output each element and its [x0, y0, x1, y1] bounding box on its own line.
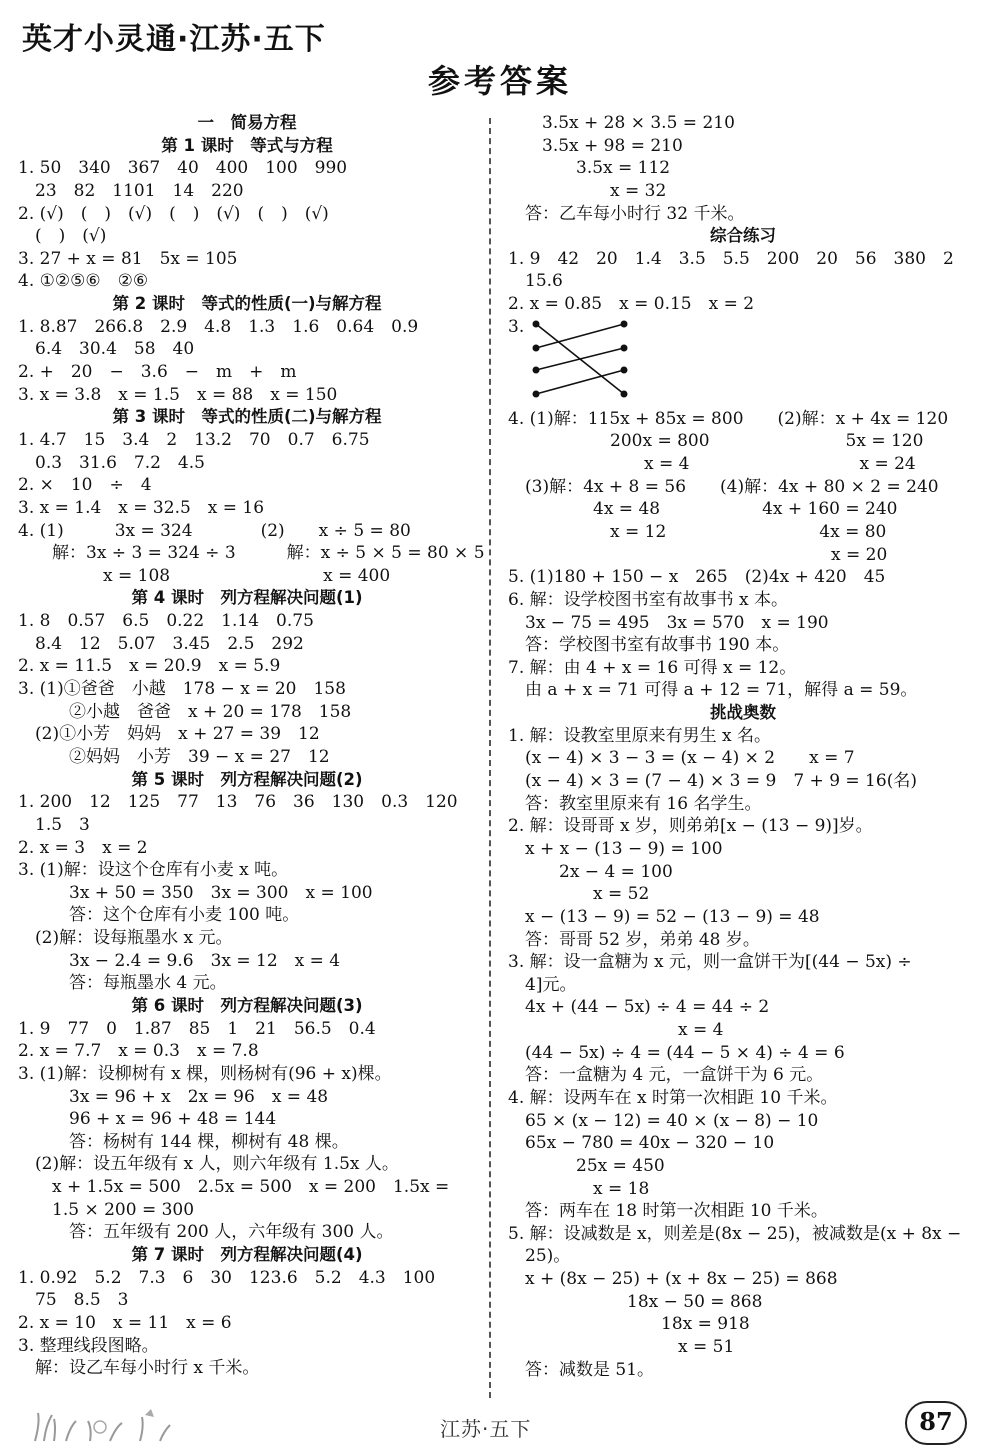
answer-line	[508, 293, 978, 316]
answer-line	[508, 544, 978, 567]
answer-line	[508, 861, 978, 884]
answer-line	[18, 859, 476, 882]
section-heading	[18, 1244, 476, 1267]
answer-line	[508, 838, 978, 861]
answer-line	[508, 430, 978, 453]
answer-line	[18, 1108, 476, 1131]
answer-text: 1. 4.7 15 3.4 2 13.2 70 0.7 6.75	[18, 429, 370, 450]
answer-line	[18, 972, 476, 995]
section-heading	[18, 769, 476, 792]
answer-text: 3x − 2.4 = 9.6 3x = 12 x = 4	[18, 950, 341, 971]
answer-line	[18, 882, 476, 905]
matching-dot	[621, 344, 628, 351]
answer-line	[18, 542, 485, 565]
answer-text: x = 12 4x = 80	[508, 521, 887, 542]
answer-text: 75 8.5 3	[18, 1290, 129, 1311]
page-footer	[0, 1395, 1000, 1450]
answer-text: x = 4	[508, 1020, 724, 1041]
answer-line	[18, 1199, 476, 1222]
answer-text: (2)解：设每瓶墨水 x 元。	[18, 928, 233, 949]
answer-line	[18, 384, 476, 407]
book-title: 英才小灵通·江苏·五下	[22, 22, 326, 57]
answer-text: 2x − 4 = 100	[508, 861, 673, 882]
right-answer-column	[508, 112, 978, 1381]
answer-text: 第 5 课时 列方程解决问题(2)	[131, 769, 363, 789]
answer-line	[508, 157, 978, 180]
answer-text: 1. 200 12 125 77 13 76 36 130 0.3 120	[18, 792, 458, 813]
answer-line	[508, 498, 978, 521]
answer-text: 3. 解：设一盒糖为 x 元，则一盒饼干为[(44 − 5x) ÷	[508, 952, 912, 973]
page-title: 参考答案	[427, 62, 572, 100]
answer-text: 2. + 20 − 3.6 − m + m	[18, 362, 297, 383]
answer-line	[508, 1087, 978, 1110]
answer-text: 3. 27 + x = 81 5x = 105	[18, 248, 238, 269]
footer-series-text: 江苏·五下	[440, 1417, 532, 1441]
answer-line	[18, 1018, 476, 1041]
answer-text: 答：两车在 18 时第一次相距 10 千米。	[508, 1201, 828, 1222]
answer-line	[18, 1289, 476, 1312]
answer-text: 3.5x + 28 × 3.5 = 210	[508, 113, 735, 133]
matching-lines-diagram	[526, 318, 636, 406]
answer-line	[18, 270, 476, 293]
answer-line	[18, 1312, 476, 1335]
answer-line	[508, 657, 978, 680]
answer-line	[508, 1268, 978, 1291]
answer-line	[508, 1291, 978, 1314]
answer-text: x − (13 − 9) = 52 − (13 − 9) = 48	[508, 906, 820, 927]
section-heading	[18, 406, 476, 429]
answer-text: 解：设乙车每小时行 x 千米。	[18, 1358, 260, 1379]
answer-text: 4]元。	[508, 974, 577, 995]
answer-text: 6. 解：设学校图书室有故事书 x 本。	[508, 589, 789, 610]
answer-text: 18x = 918	[508, 1314, 750, 1335]
answer-text: 1.5 × 200 = 300	[18, 1199, 195, 1220]
answer-line	[18, 1153, 476, 1176]
answer-line	[508, 135, 978, 158]
answer-text: 0.3 31.6 7.2 4.5	[18, 452, 205, 473]
answer-text: 答：杨树有 144 棵，柳树有 48 棵。	[18, 1131, 349, 1152]
answer-line	[18, 837, 476, 860]
answer-text: 1. 50 340 367 40 400 100 990	[18, 158, 348, 179]
answer-line	[18, 746, 476, 769]
answer-text: x + (8x − 25) + (x + 8x − 25) = 868	[508, 1269, 838, 1290]
answer-text: 1. 8.87 266.8 2.9 4.8 1.3 1.6 0.64 0.9	[18, 316, 419, 337]
answer-line	[18, 474, 476, 497]
answer-line	[508, 476, 978, 499]
answer-line	[18, 701, 476, 724]
answer-line	[508, 270, 978, 293]
answer-text: 挑战奥数	[710, 703, 776, 723]
answer-text: 答：学校图书室有故事书 190 本。	[508, 635, 790, 656]
left-answer-column	[18, 112, 485, 1380]
matching-dot	[533, 320, 540, 327]
answer-line	[508, 112, 978, 135]
answer-text: 4x + (44 − 5x) ÷ 4 = 44 ÷ 2	[508, 997, 770, 1018]
answer-text: 8.4 12 5.07 3.45 2.5 292	[18, 633, 304, 654]
answer-text: (2)①小芳 妈妈 x + 27 = 39 12	[18, 724, 320, 745]
answer-text: 65 × (x − 12) = 40 × (x − 8) − 10	[508, 1110, 819, 1131]
answer-text: 15.6	[508, 271, 563, 292]
answer-line	[508, 1336, 978, 1359]
answer-text: x + x − (13 − 9) = 100	[508, 838, 723, 859]
answer-text: 一 简易方程	[197, 113, 297, 132]
section-heading	[18, 112, 476, 135]
answer-line	[18, 338, 476, 361]
answer-text: 2. (√) ( ) (√) ( ) (√) ( ) (√)	[18, 203, 329, 224]
answer-text: ( ) (√)	[18, 226, 107, 247]
answer-text: x = 32	[508, 180, 667, 201]
answer-line	[508, 453, 978, 476]
answer-line	[18, 1086, 476, 1109]
answer-text: 25x = 450	[508, 1155, 665, 1176]
answer-text: 3. x = 1.4 x = 32.5 x = 16	[18, 497, 265, 518]
answer-text: 答：这个仓库有小麦 100 吨。	[18, 905, 300, 926]
answer-line	[18, 565, 476, 588]
matching-dot	[533, 366, 540, 373]
answer-text: 4. (1) 3x = 324 (2) x ÷ 5 = 80	[18, 520, 411, 541]
answer-line	[18, 203, 476, 226]
answer-text: 2. x = 3 x = 2	[18, 837, 148, 858]
page-number: 87	[919, 1407, 953, 1436]
answer-line	[18, 1063, 476, 1086]
answer-text: (3)解：4x + 8 = 56 (4)解：4x + 80 × 2 = 240	[508, 476, 939, 497]
answer-text: 3. (1)①爸爸 小越 178 − x = 20 158	[18, 679, 346, 700]
answer-text: 4. (1)解：115x + 85x = 800 (2)解：x + 4x = 120	[508, 408, 949, 429]
answer-text: 3. 整理线段图略。	[18, 1335, 159, 1356]
answer-text: 答：五年级有 200 人，六年级有 300 人。	[18, 1222, 394, 1243]
answer-text: 2. 解：设哥哥 x 岁，则弟弟[x − (13 − 9)]岁。	[508, 816, 873, 837]
answer-line	[508, 906, 978, 929]
answer-line	[18, 248, 476, 271]
answer-text: 1. 9 42 20 1.4 3.5 5.5 200 20 56 380 2	[508, 248, 954, 269]
answer-text: x + 1.5x = 500 2.5x = 500 x = 200 1.5x =	[18, 1177, 450, 1198]
matching-dot	[621, 320, 628, 327]
answer-text: 25)。	[508, 1246, 571, 1267]
answer-line	[508, 996, 978, 1019]
answer-line	[18, 452, 476, 475]
answer-line	[508, 634, 978, 657]
matching-dot	[621, 390, 628, 397]
page-number-badge	[905, 1401, 967, 1445]
answer-text: 2. x = 0.85 x = 0.15 x = 2	[508, 294, 755, 315]
answer-line	[508, 725, 978, 748]
answer-text: 4x = 48 4x + 160 = 240	[508, 499, 898, 520]
answer-text: 第 7 课时 列方程解决问题(4)	[131, 1245, 363, 1265]
answer-text: 65x − 780 = 40x − 320 − 10	[508, 1133, 775, 1154]
matching-dot	[533, 390, 540, 397]
answer-line	[508, 566, 978, 589]
answer-line	[18, 1221, 476, 1244]
answer-line	[18, 633, 476, 656]
answer-line	[508, 770, 978, 793]
answer-text: x = 4 x = 24	[508, 454, 916, 475]
answer-line	[18, 180, 476, 203]
matching-line	[536, 348, 624, 370]
column-divider	[489, 118, 491, 1398]
answer-line	[508, 1019, 978, 1042]
answer-text: 7. 解：由 4 + x = 16 可得 x = 12。	[508, 657, 797, 678]
answer-text: x = 18	[508, 1178, 650, 1199]
answer-text: 4. ①②⑤⑥ ②⑥	[18, 271, 149, 292]
answer-text: 2. × 10 ÷ 4	[18, 475, 152, 496]
answer-line	[508, 521, 978, 544]
answer-line	[18, 950, 476, 973]
answer-text: 由 a + x = 71 可得 a + 12 = 71，解得 a = 59。	[508, 680, 918, 701]
answer-line	[508, 679, 978, 702]
answer-text: 96 + x = 96 + 48 = 144	[18, 1109, 277, 1130]
answer-line	[18, 814, 476, 837]
answer-text: 第 4 课时 列方程解决问题(1)	[131, 588, 363, 608]
answer-line	[18, 1040, 476, 1063]
answer-text: 4. 解：设两车在 x 时第一次相距 10 千米。	[508, 1087, 838, 1108]
answer-line	[18, 225, 476, 248]
answer-text: ②小越 爸爸 x + 20 = 178 158	[18, 701, 352, 722]
answer-text: 1. 9 77 0 1.87 85 1 21 56.5 0.4	[18, 1018, 376, 1039]
answer-text: (x − 4) × 3 = (7 − 4) × 3 = 9 7 + 9 = 16(名)	[508, 771, 917, 792]
answer-text: 1. 0.92 5.2 7.3 6 30 123.6 5.2 4.3 100	[18, 1267, 436, 1288]
answer-text: 答：教室里原来有 16 名学生。	[508, 793, 762, 814]
answer-line	[508, 248, 978, 271]
answer-text: 3.5x + 98 = 210	[508, 135, 683, 156]
answer-text: 第 1 课时 等式与方程	[161, 135, 333, 155]
answer-line	[18, 791, 476, 814]
grass-decoration-icon	[30, 1403, 190, 1443]
answer-text: 答：哥哥 52 岁，弟弟 48 岁。	[508, 929, 760, 950]
answer-line	[18, 316, 476, 339]
matching-line	[536, 324, 624, 348]
answer-text: 23 82 1101 14 220	[18, 180, 244, 201]
answer-text: 18x − 50 = 868	[508, 1291, 763, 1312]
answer-text: 2. x = 10 x = 11 x = 6	[18, 1312, 232, 1333]
answer-text: 1.5 3	[18, 814, 90, 835]
answer-text: 5. 解：设减数是 x，则差是(8x − 25)，被减数是(x + 8x −	[508, 1223, 962, 1244]
answer-line	[18, 520, 476, 543]
answer-line	[18, 723, 476, 746]
answer-line	[508, 316, 978, 408]
answer-text: (2)解：设五年级有 x 人，则六年级有 1.5x 人。	[18, 1154, 399, 1175]
answer-text: 3.5x = 112	[508, 158, 671, 179]
answer-line	[508, 1178, 978, 1201]
answer-text: 2. x = 7.7 x = 0.3 x = 7.8	[18, 1041, 259, 1062]
answer-line	[508, 951, 978, 974]
answer-text: (x − 4) × 3 − 3 = (x − 4) × 2 x = 7	[508, 748, 855, 769]
answer-line	[508, 1110, 978, 1133]
answer-text: 第 6 课时 列方程解决问题(3)	[131, 995, 363, 1015]
answer-line	[508, 203, 978, 226]
answer-text: 1. 解：设教室里原来有男生 x 名。	[508, 725, 772, 746]
answer-line	[18, 1335, 476, 1358]
answer-text: 答：乙车每小时行 32 千米。	[508, 203, 745, 224]
answer-line	[508, 1155, 978, 1178]
answer-line	[18, 904, 476, 927]
answer-line	[18, 1357, 476, 1380]
answer-text: 3. (1)解：设这个仓库有小麦 x 吨。	[18, 860, 289, 881]
answer-text: 3x − 75 = 495 3x = 570 x = 190	[508, 612, 829, 633]
answer-line	[508, 408, 978, 431]
answer-text: 200x = 800 5x = 120	[508, 431, 924, 452]
answer-line	[508, 589, 978, 612]
answer-text: 3x = 96 + x 2x = 96 x = 48	[18, 1086, 329, 1107]
answer-line	[18, 610, 476, 633]
section-heading	[18, 587, 476, 610]
answer-line	[508, 1042, 978, 1065]
answer-line	[508, 1359, 978, 1382]
answer-text: 第 3 课时 等式的性质(二)与解方程	[112, 407, 382, 427]
answer-text: 答：一盒糖为 4 元，一盒饼干为 6 元。	[508, 1065, 824, 1086]
answer-text: 5. (1)180 + 150 − x 265 (2)4x + 420 45	[508, 567, 886, 588]
answer-text: x = 52	[508, 884, 650, 905]
answer-line	[508, 793, 978, 816]
answer-line	[508, 747, 978, 770]
answer-line	[508, 1064, 978, 1087]
section-heading	[18, 135, 476, 158]
answer-line	[508, 1132, 978, 1155]
answer-text: 3x + 50 = 350 3x = 300 x = 100	[18, 882, 373, 903]
answer-line	[18, 1176, 476, 1199]
answer-line	[508, 1245, 978, 1268]
answer-text: 2. x = 11.5 x = 20.9 x = 5.9	[18, 656, 281, 677]
section-heading	[18, 995, 476, 1018]
answer-line	[18, 157, 476, 180]
answer-line	[18, 655, 476, 678]
answer-text: 第 2 课时 等式的性质(一)与解方程	[112, 294, 382, 314]
answer-text: ②妈妈 小芳 39 − x = 27 12	[18, 746, 330, 767]
answer-line	[508, 1200, 978, 1223]
section-heading	[508, 702, 978, 725]
answer-text: 3. (1)解：设柳树有 x 棵，则杨树有(96 + x)棵。	[18, 1063, 392, 1084]
answer-line	[508, 612, 978, 635]
answer-text: x = 20	[508, 544, 888, 565]
answer-text: 3.	[508, 316, 525, 337]
answer-line	[508, 974, 978, 997]
section-heading	[18, 293, 476, 316]
answer-text: 解：3x ÷ 3 = 324 ÷ 3 解：x ÷ 5 × 5 = 80 × 5	[18, 543, 485, 564]
answer-text: 6.4 30.4 58 40	[18, 339, 195, 360]
answer-line	[18, 927, 476, 950]
matching-dot	[533, 344, 540, 351]
answer-text: 3. x = 3.8 x = 1.5 x = 88 x = 150	[18, 384, 338, 405]
answer-line	[508, 1313, 978, 1336]
answer-text: 综合练习	[710, 226, 776, 246]
answer-text: x = 108 x = 400	[18, 565, 391, 586]
answer-line	[18, 497, 476, 520]
answer-text: 答：减数是 51。	[508, 1359, 655, 1380]
matching-dot	[621, 366, 628, 373]
answer-line	[508, 883, 978, 906]
answer-line	[18, 1131, 476, 1154]
answer-line	[18, 1267, 476, 1290]
answer-line	[508, 1223, 978, 1246]
answer-line	[508, 929, 978, 952]
section-heading	[508, 225, 978, 248]
answer-line	[18, 429, 476, 452]
answer-text: (44 − 5x) ÷ 4 = (44 − 5 × 4) ÷ 4 = 6	[508, 1042, 845, 1063]
matching-line	[536, 370, 624, 394]
answer-line	[508, 815, 978, 838]
answer-text: x = 51	[508, 1337, 735, 1358]
answer-text: 1. 8 0.57 6.5 0.22 1.14 0.75	[18, 611, 314, 632]
answer-line	[18, 361, 476, 384]
answer-line	[18, 678, 476, 701]
answer-line	[508, 180, 978, 203]
answer-text: 答：每瓶墨水 4 元。	[18, 973, 227, 994]
